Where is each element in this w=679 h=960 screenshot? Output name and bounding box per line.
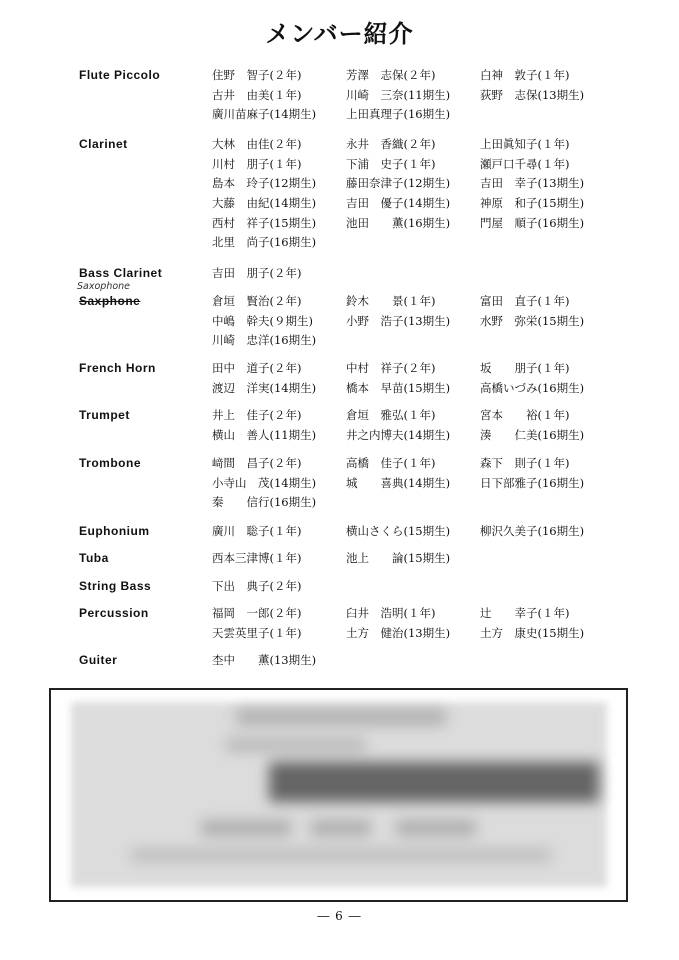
- member-list: [212, 653, 614, 673]
- member-list: [212, 456, 614, 515]
- member-entry: 土方 康史(15期生): [480, 625, 585, 640]
- member-entry: 臼井 浩明(１年): [346, 606, 436, 620]
- instrument-name: Guiter: [79, 653, 118, 667]
- instrument-name: Euphonium: [79, 524, 150, 538]
- member-entry: 天雲英里子(１年): [212, 625, 302, 640]
- member-entry: 荻野 志保(13期生): [480, 87, 585, 102]
- member-list: [212, 68, 614, 127]
- ad-blurred-content: [311, 820, 371, 836]
- page-title: メンバー紹介: [265, 20, 414, 48]
- member-entry: 下浦 史子(１年): [346, 156, 436, 171]
- member-entry: 湊 仁美(16期生): [480, 427, 585, 442]
- ad-blurred-content: [131, 848, 551, 862]
- member-entry: 土方 健治(13期生): [346, 625, 451, 640]
- member-entry: 森下 則子(１年): [480, 456, 570, 470]
- member-entry: 﨑間 昌子(２年): [212, 456, 302, 470]
- member-entry: 住野 智子(２年): [212, 68, 302, 82]
- member-entry: 渡辺 洋実(14期生): [212, 380, 317, 395]
- member-entry: 西村 祥子(15期生): [212, 215, 317, 230]
- ad-blurred-content: [269, 762, 599, 802]
- member-entry: 福岡 一郎(２年): [212, 606, 302, 620]
- member-entry: 杢中 薫(13期生): [212, 653, 317, 667]
- member-entry: 池上 論(15期生): [346, 551, 451, 565]
- member-entry: 宮本 裕(１年): [480, 408, 570, 422]
- member-entry: 芳澤 志保(２年): [346, 68, 436, 82]
- member-entry: 川村 朋子(１年): [212, 156, 302, 171]
- ad-blurred-content: [201, 820, 291, 836]
- member-entry: 大藤 由紀(14期生): [212, 196, 317, 211]
- instrument-name: Clarinet: [79, 137, 128, 151]
- member-entry: 下出 典子(２年): [212, 579, 302, 593]
- instrument-name: Tuba: [79, 551, 109, 565]
- member-list: [212, 408, 614, 447]
- member-entry: 高橋いづみ(16期生): [480, 380, 585, 395]
- instrument-name: Trombone: [79, 456, 142, 470]
- member-entry: 廣川苗麻子(14期生): [212, 107, 317, 122]
- advertisement-box: [49, 688, 628, 902]
- member-list: [212, 137, 614, 255]
- member-entry: 西本三津博(１年): [212, 551, 302, 565]
- member-list: [212, 524, 614, 544]
- member-entry: 門屋 順子(16期生): [480, 215, 585, 230]
- instrument-name: String Bass: [79, 579, 152, 593]
- member-entry: 池田 薫(16期生): [346, 215, 451, 230]
- instrument-name: Flute Piccolo: [79, 68, 161, 82]
- member-entry: 田中 道子(２年): [212, 361, 302, 375]
- member-entry: 橋本 早苗(15期生): [346, 380, 451, 395]
- member-entry: 富田 直子(１年): [480, 294, 570, 308]
- instrument-name: Trumpet: [79, 408, 130, 422]
- member-entry: 永井 香織(２年): [346, 137, 436, 151]
- member-entry: 上田眞知子(１年): [480, 137, 570, 151]
- member-entry: 城 喜典(14期生): [346, 475, 451, 490]
- handwritten-correction: Saxophone: [77, 281, 131, 292]
- member-entry: 柳沢久美子(16期生): [480, 524, 585, 538]
- member-entry: 井之内博夫(14期生): [346, 427, 451, 442]
- member-entry: 吉田 幸子(13期生): [480, 176, 585, 191]
- member-entry: 中嶋 幹夫(９期生): [212, 313, 313, 328]
- member-list: [212, 294, 614, 353]
- member-list: [212, 579, 614, 599]
- ad-blurred-content: [226, 738, 366, 752]
- member-list: [212, 551, 614, 571]
- member-entry: 小寺山 茂(14期生): [212, 475, 317, 490]
- member-entry: 倉垣 賢治(２年): [212, 294, 302, 308]
- member-entry: 北里 尚子(16期生): [212, 235, 317, 250]
- instrument-name: Percussion: [79, 606, 149, 620]
- member-entry: 川崎 忠洋(16期生): [212, 333, 317, 348]
- member-entry: 川崎 三奈(11期生): [346, 87, 451, 102]
- member-entry: 中村 祥子(２年): [346, 361, 436, 375]
- page-number: ― 6 ―: [317, 909, 362, 923]
- member-entry: 古井 由美(１年): [212, 87, 302, 102]
- member-entry: 日下部雅子(16期生): [480, 475, 585, 490]
- member-entry: 吉田 朋子(２年): [212, 266, 302, 280]
- member-list: [212, 606, 614, 645]
- member-entry: 上田真理子(16期生): [346, 107, 451, 122]
- member-entry: 井上 佳子(２年): [212, 408, 302, 422]
- member-entry: 辻 幸子(１年): [480, 606, 570, 620]
- instrument-name: Bass Clarinet: [79, 266, 163, 280]
- member-entry: 大林 由佳(２年): [212, 137, 302, 151]
- member-entry: 高橋 佳子(１年): [346, 456, 436, 470]
- member-list: [212, 266, 614, 286]
- member-entry: 水野 弥栄(15期生): [480, 313, 585, 328]
- member-entry: 坂 朋子(１年): [480, 361, 570, 375]
- member-entry: 瀬戸口千尋(１年): [480, 156, 570, 171]
- member-entry: 小野 浩子(13期生): [346, 313, 451, 328]
- member-entry: 吉田 優子(14期生): [346, 196, 451, 211]
- member-entry: 倉垣 雅弘(１年): [346, 408, 436, 422]
- member-list: [212, 361, 614, 400]
- member-entry: 横山 善人(11期生): [212, 427, 317, 442]
- member-entry: 鈴木 景(１年): [346, 294, 436, 308]
- member-entry: 秦 信行(16期生): [212, 495, 317, 510]
- instrument-name: Saxphone: [79, 294, 141, 308]
- instrument-name: French Horn: [79, 361, 156, 375]
- member-entry: 藤田奈津子(12期生): [346, 176, 451, 191]
- member-entry: 横山さくら(15期生): [346, 524, 451, 538]
- ad-blurred-content: [396, 820, 476, 836]
- ad-blurred-content: [236, 708, 446, 726]
- member-entry: 神原 和子(15期生): [480, 196, 585, 211]
- member-entry: 白神 敦子(１年): [480, 68, 570, 82]
- member-entry: 島本 玲子(12期生): [212, 176, 317, 191]
- member-entry: 廣川 聡子(１年): [212, 524, 302, 538]
